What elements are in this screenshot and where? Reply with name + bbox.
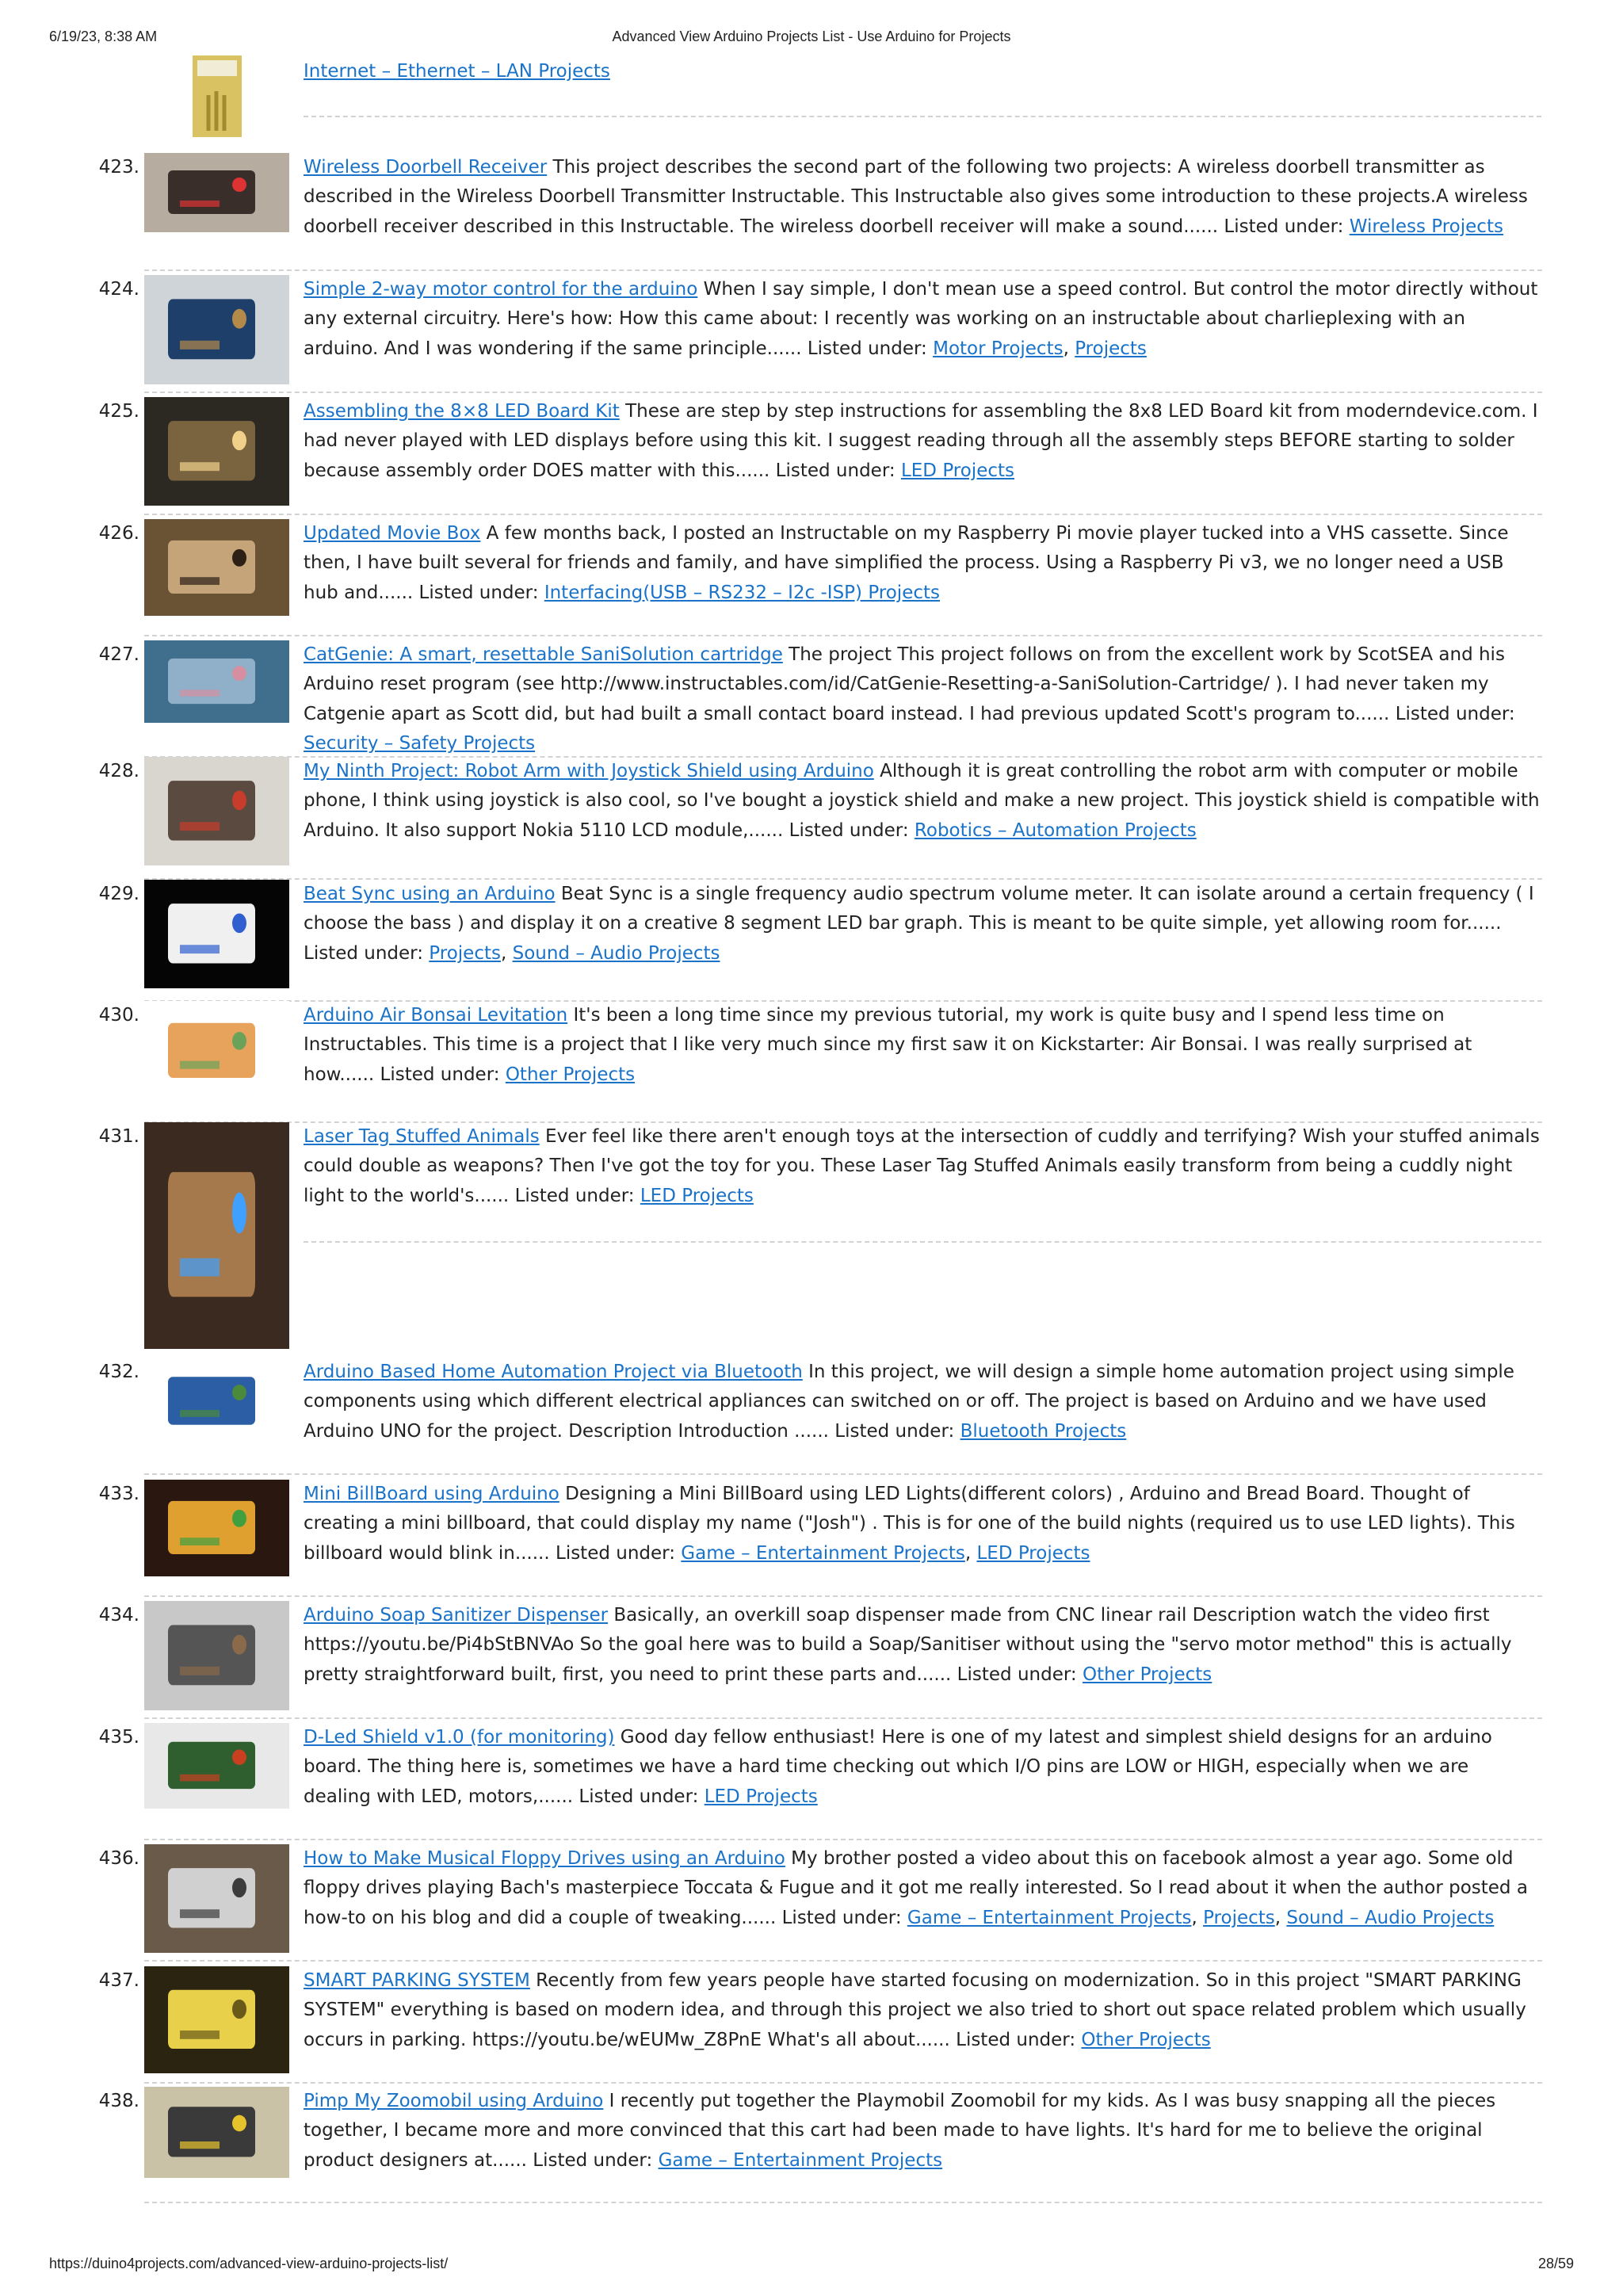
- item-thumbnail[interactable]: [144, 153, 289, 232]
- item-thumbnail[interactable]: [144, 1844, 289, 1953]
- item-body: [304, 1358, 1541, 1446]
- item-title-link[interactable]: How to Make Musical Floppy Drives using an Arduino: [304, 1848, 785, 1869]
- item-thumbnail[interactable]: [144, 1966, 289, 2073]
- item-number: 423.: [98, 157, 139, 178]
- item-thumbnail[interactable]: [144, 275, 289, 384]
- listed-under-label: Listed under:: [579, 1786, 705, 1807]
- category-separator: ,: [1063, 338, 1075, 359]
- separator: [144, 2202, 1542, 2203]
- item-description: In this project, we will design a simple home automation project using simple components using which different electrical appliances can switched on or off. The project is based on Arduino and we have used Arduino UNO for the project. Description Introduction ......: [304, 1362, 1514, 1442]
- item-number: 431.: [98, 1126, 139, 1147]
- category-link[interactable]: Game – Entertainment Projects: [658, 2149, 943, 2171]
- separator: [304, 116, 1541, 117]
- category-separator: ,: [964, 1542, 977, 1564]
- listed-under-label: Listed under:: [834, 1420, 960, 1442]
- category-link[interactable]: LED Projects: [640, 1185, 754, 1206]
- separator: [144, 514, 1542, 515]
- category-link[interactable]: Sound – Audio Projects: [512, 942, 720, 964]
- item-thumbnail[interactable]: [144, 1122, 289, 1349]
- item-number: 427.: [98, 644, 139, 665]
- print-page-title: Advanced View Arduino Projects List - Use Arduino for Projects: [612, 29, 1011, 44]
- item-thumbnail[interactable]: [144, 397, 289, 506]
- category-link[interactable]: Projects: [429, 942, 501, 964]
- category-link[interactable]: Game – Entertainment Projects: [907, 1907, 1192, 1928]
- category-separator: ,: [500, 942, 513, 964]
- item-description: Although it is great controlling the robot arm with computer or mobile phone, I think using joystick is also cool, so I've bought a joystick shield and make a new project. This joystick shield is compatible with Arduino. It also support Nokia 5110 LCD module,......: [304, 761, 1540, 841]
- separator: [144, 2082, 1542, 2084]
- listed-under-label: Listed under:: [556, 1542, 682, 1564]
- category-link[interactable]: Wireless Projects: [1349, 216, 1503, 237]
- item-body: [304, 275, 1541, 364]
- item-body: [304, 1723, 1541, 1812]
- category-separator: ,: [1274, 1907, 1287, 1928]
- item-description: Good day fellow enthusiast! Here is one of my latest and simplest shield designs for an arduino board. The thing here is, sometimes we have a hard time checking out which I/O pins are LOW or HIGH, especially when we are dealing with LED, motors,......: [304, 1727, 1492, 1807]
- item-description: The project This project follows on from the excellent work by ScotSEA and his Arduino reset program (see http://www.instructables.com/id/CatGenie-Resetting-a-SaniSolution-Cartridge/ ). I had never taken my Catgenie apart as Scott did, but had built a small contact board instead. I had previous updated Scott's program to......: [304, 644, 1505, 724]
- item-number: 432.: [98, 1362, 139, 1382]
- item-thumbnail[interactable]: [144, 757, 289, 865]
- category-link[interactable]: LED Projects: [976, 1542, 1090, 1564]
- print-timestamp: 6/19/23, 8:38 AM: [49, 29, 158, 44]
- separator: [304, 1241, 1541, 1243]
- listed-under-label: Listed under:: [1224, 216, 1350, 237]
- listed-under-label: Listed under:: [514, 1185, 640, 1206]
- item-title-link[interactable]: Laser Tag Stuffed Animals: [304, 1126, 540, 1147]
- listed-under-label: Listed under:: [789, 819, 915, 841]
- item-title-link[interactable]: Pimp My Zoomobil using Arduino: [304, 2091, 604, 2111]
- item-thumbnail[interactable]: [144, 519, 289, 616]
- item-title-link[interactable]: Wireless Doorbell Receiver: [304, 157, 548, 178]
- item-body: [304, 519, 1541, 608]
- item-body: [304, 1122, 1541, 1211]
- item-body: [304, 1480, 1541, 1568]
- category-link[interactable]: Security – Safety Projects: [304, 732, 536, 754]
- item-title-link[interactable]: Updated Movie Box: [304, 523, 481, 544]
- item-body: [304, 1844, 1541, 1933]
- item-thumbnail[interactable]: [144, 1601, 289, 1710]
- category-link[interactable]: Other Projects: [1082, 1664, 1212, 1685]
- category-link[interactable]: Bluetooth Projects: [960, 1420, 1127, 1442]
- item-title-link[interactable]: SMART PARKING SYSTEM: [304, 1970, 530, 1991]
- item-number: 434.: [98, 1605, 139, 1626]
- top-item-category-link[interactable]: Internet – Ethernet – LAN Projects: [304, 61, 610, 82]
- category-link[interactable]: Other Projects: [1081, 2029, 1211, 2050]
- item-number: 425.: [98, 401, 139, 422]
- item-description: Recently from few years people have started focusing on modernization. So in this project "SMART PARKING SYSTEM" everything is based on modern idea, and through this project we also tried to short out space related problem which usually occurs in parking. https://youtu.be/wEUMw_Z8PnE What's all about......: [304, 1970, 1526, 2050]
- item-title-link[interactable]: Mini BillBoard using Arduino: [304, 1484, 559, 1504]
- separator: [144, 1717, 1542, 1719]
- listed-under-label: Listed under:: [418, 582, 544, 603]
- listed-under-label: Listed under:: [781, 1907, 907, 1928]
- item-body: [304, 153, 1541, 242]
- listed-under-label: Listed under:: [807, 338, 934, 359]
- item-body: [304, 397, 1541, 486]
- item-thumbnail[interactable]: [144, 1358, 289, 1445]
- item-body: [304, 640, 1541, 758]
- item-number: 435.: [98, 1727, 139, 1748]
- listed-under-label: Listed under:: [380, 1064, 506, 1085]
- item-description: I recently put together the Playmobil Zoomobil for my kids. As I was busy snapping all the pieces together, I became more and more convinced that this cart had been made to have lights. It's hard for me to believe the original product designers at......: [304, 2091, 1496, 2171]
- listed-under-label: Listed under:: [957, 1664, 1083, 1685]
- print-footer: [0, 2256, 1623, 2275]
- category-link[interactable]: Sound – Audio Projects: [1286, 1907, 1495, 1928]
- item-title-link[interactable]: Arduino Based Home Automation Project via Bluetooth: [304, 1362, 803, 1382]
- item-thumbnail[interactable]: [144, 1723, 289, 1809]
- item-description: These are step by step instructions for assembling the 8x8 LED Board kit from moderndevice.com. I had never played with LED displays before using this kit. I suggest reading through all the assembly steps BEFORE starting to solder because assembly order DOES matter with this......: [304, 401, 1538, 481]
- item-description: Basically, an overkill soap dispenser made from CNC linear rail Description watch the video first https://youtu.be/Pi4bStBNVAo So the goal here was to build a Soap/Sanitiser without using the "servo motor method" this is actually pretty straightforward built, first, you need to print these parts and......: [304, 1605, 1512, 1685]
- print-url: https://duino4projects.com/advanced-view-arduino-projects-list/: [49, 2256, 449, 2271]
- category-link[interactable]: Robotics – Automation Projects: [914, 819, 1197, 841]
- category-link[interactable]: Game – Entertainment Projects: [681, 1542, 965, 1564]
- item-thumbnail[interactable]: [144, 1001, 289, 1101]
- item-description: Designing a Mini BillBoard using LED Lights(different colors) , Arduino and Bread Board. Thought of creating a mini billboard, that could display my name ("Josh") . This is for one of the build nights (required us to use LED lights). This billboard would blink in......: [304, 1484, 1515, 1564]
- item-description: A few months back, I posted an Instructable on my Raspberry Pi movie player tucked into a VHS cassette. Since then, I have built several for friends and family, and have simplified the process. Using a Raspberry Pi v3, we no longer need a USB hub and......: [304, 523, 1509, 603]
- separator: [144, 1960, 1542, 1962]
- listed-under-label: Listed under:: [304, 942, 430, 964]
- separator: [144, 269, 1542, 271]
- category-link[interactable]: Projects: [1075, 338, 1147, 359]
- item-title-link[interactable]: Simple 2-way motor control for the arduino: [304, 279, 698, 300]
- category-link[interactable]: Motor Projects: [933, 338, 1064, 359]
- item-thumbnail[interactable]: [144, 2087, 289, 2178]
- item-description: My brother posted a video about this on facebook almost a year ago. Some old floppy drives playing Bach's masterpiece Toccata & Fugue and it got me really interested. So I read about it when the author posted a how-to on his blog and did a couple of tweaking......: [304, 1848, 1528, 1928]
- listed-under-label: Listed under:: [956, 2029, 1082, 2050]
- item-thumbnail[interactable]: [144, 640, 289, 723]
- item-body: [304, 1601, 1541, 1690]
- item-body: [304, 2087, 1541, 2176]
- item-title-link[interactable]: Arduino Air Bonsai Levitation: [304, 1005, 568, 1026]
- listed-under-label: Listed under:: [775, 460, 901, 481]
- item-number: 430.: [98, 1005, 139, 1026]
- item-title-link[interactable]: Assembling the 8×8 LED Board Kit: [304, 401, 620, 422]
- item-title-link[interactable]: D-Led Shield v1.0 (for monitoring): [304, 1727, 615, 1748]
- item-title-link[interactable]: Arduino Soap Sanitizer Dispenser: [304, 1605, 609, 1626]
- item-number: 436.: [98, 1848, 139, 1869]
- listed-under-label: Listed under:: [1395, 703, 1515, 724]
- print-page-number: 28/59: [1537, 2256, 1574, 2271]
- item-number: 438.: [98, 2091, 139, 2111]
- item-title-link[interactable]: My Ninth Project: Robot Arm with Joystick Shield using Arduino: [304, 761, 874, 781]
- top-item-thumbnail[interactable]: [193, 55, 242, 137]
- item-number: 428.: [98, 761, 139, 781]
- item-number: 429.: [98, 884, 139, 904]
- item-number: 437.: [98, 1970, 139, 1991]
- separator: [144, 392, 1542, 393]
- item-number: 433.: [98, 1484, 139, 1504]
- category-link[interactable]: Interfacing(USB – RS232 – I2c -ISP) Projects: [544, 582, 940, 603]
- item-body: [304, 1966, 1541, 2055]
- separator: [144, 1839, 1542, 1840]
- item-description: Ever feel like there aren't enough toys at the intersection of cuddly and terrifying? Wish your stuffed animals could double as weapons? Then I've got the toy for you. These Laser Tag Stuffed Animals easily transform from being a cuddly night light to the world's......: [304, 1126, 1540, 1206]
- item-description: When I say simple, I don't mean use a speed control. But control the motor directly without any external circuitry. Here's how: How this came about: I recently was working on an instructable about charlieplexing with an arduino. And I was wondering if the same principle......: [304, 279, 1538, 359]
- item-thumbnail[interactable]: [144, 1480, 289, 1576]
- item-title-link[interactable]: CatGenie: A smart, resettable SaniSolution cartridge: [304, 644, 783, 665]
- item-number: 426.: [98, 523, 139, 544]
- print-header: [0, 29, 1623, 48]
- listed-under-label: Listed under:: [533, 2149, 659, 2171]
- item-body: [304, 1001, 1541, 1090]
- item-number: 424.: [98, 279, 139, 300]
- item-body: [304, 757, 1541, 846]
- item-title-link[interactable]: Beat Sync using an Arduino: [304, 884, 556, 904]
- item-body: [304, 880, 1541, 968]
- item-description: It's been a long time since my previous tutorial, my work is quite busy and I spend less time on Instructables. This time is a project that I like very much since my first saw it on Kickstarter: Air Bonsai. I was really surprised at how......: [304, 1005, 1472, 1085]
- item-description: This project describes the second part of the following two projects: A wireless doorbell transmitter as described in the Wireless Doorbell Transmitter Instructable. This Instructable also gives some introduction to these projects.A wireless doorbell receiver described in this Instructable. The wireless doorbell receiver will make a sound......: [304, 157, 1528, 237]
- item-description: Beat Sync is a single frequency audio spectrum volume meter. It can isolate around a certain frequency ( I choose the bass ) and display it on a creative 8 segment LED bar graph. This is meant to be quite simple, yet allowing room for......: [304, 884, 1534, 934]
- separator: [144, 1473, 1542, 1475]
- category-link[interactable]: LED Projects: [704, 1786, 818, 1807]
- category-separator: ,: [1191, 1907, 1204, 1928]
- category-link[interactable]: Other Projects: [505, 1064, 636, 1085]
- item-thumbnail[interactable]: [144, 880, 289, 988]
- category-link[interactable]: LED Projects: [900, 460, 1014, 481]
- category-link[interactable]: Projects: [1203, 1907, 1275, 1928]
- separator: [144, 635, 1542, 636]
- separator: [144, 1595, 1542, 1597]
